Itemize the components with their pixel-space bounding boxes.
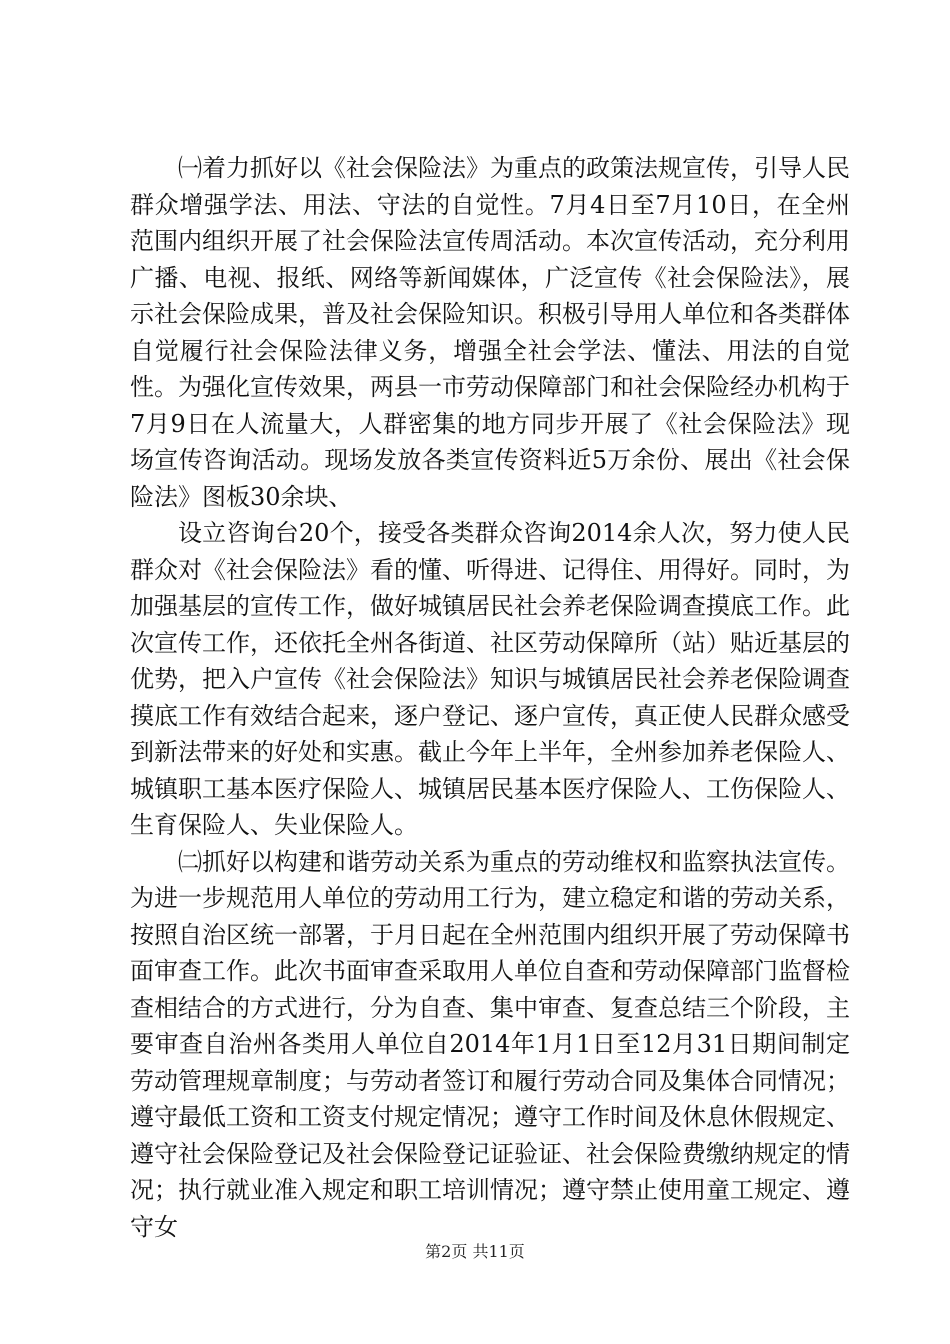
paragraph-2: 设立咨询台20个，接受各类群众咨询2014余人次，努力使人民群众对《社会保险法》看的懂、听得进、记得住、用得好。同时，为加强基层的宣传工作，做好城镇居民社会养老保险调查摸底工作。此次宣传工作，还依托全州各街道、社区劳动保障所（站）贴近基层的优势，把入户宣传《社会保险法》知识与城镇居民社会养老保险调查摸底工作有效结合起来，逐户登记、逐户宣传，真正使人民群众感受到新法带来的好处和实惠。截止今年上半年，全州参加养老保险人、城镇职工基本医疗保险人、城镇居民基本医疗保险人、工伤保险人、生育保险人、失业保险人。 xyxy=(130,519,850,839)
document-body xyxy=(130,150,850,1245)
paragraph-1: ㈠着力抓好以《社会保险法》为重点的政策法规宣传，引导人民群众增强学法、用法、守法的自觉性。7月4日至7月10日，在全州范围内组织开展了社会保险法宣传周活动。本次宣传活动，充分利用广播、电视、报纸、网络等新闻媒体，广泛宣传《社会保险法》，展示社会保险成果，普及社会保险知识。积极引导用人单位和各类群体自觉履行社会保险法律义务，增强全社会学法、懂法、用法的自觉性。为强化宣传效果，两县一市劳动保障部门和社会保险经办机构于7月9日在人流量大，人群密集的地方同步开展了《社会保险法》现场宣传咨询活动。现场发放各类宣传资料近5万余份、展出《社会保险法》图板30余块、 xyxy=(130,154,850,511)
page-footer: 第2页 共11页 xyxy=(425,1242,525,1261)
paragraph-3: ㈡抓好以构建和谐劳动关系为重点的劳动维权和监察执法宣传。为进一步规范用人单位的劳动用工行为，建立稳定和谐的劳动关系，按照自治区统一部署，于月日起在全州范围内组织开展了劳动保障书面审查工作。此次书面审查采取用人单位自查和劳动保障部门监督检查相结合的方式进行，分为自查、集中审查、复查总结三个阶段，主要审查自治州各类用人单位自2014年1月1日至12月31日期间制定劳动管理规章制度；与劳动者签订和履行劳动合同及集体合同情况；遵守最低工资和工资支付规定情况；遵守工作时间及休息休假规定、遵守社会保险登记及社会保险登记证验证、社会保险费缴纳规定的情况；执行就业准入规定和职工培训情况；遵守禁止使用童工规定、遵守女 xyxy=(130,847,850,1241)
